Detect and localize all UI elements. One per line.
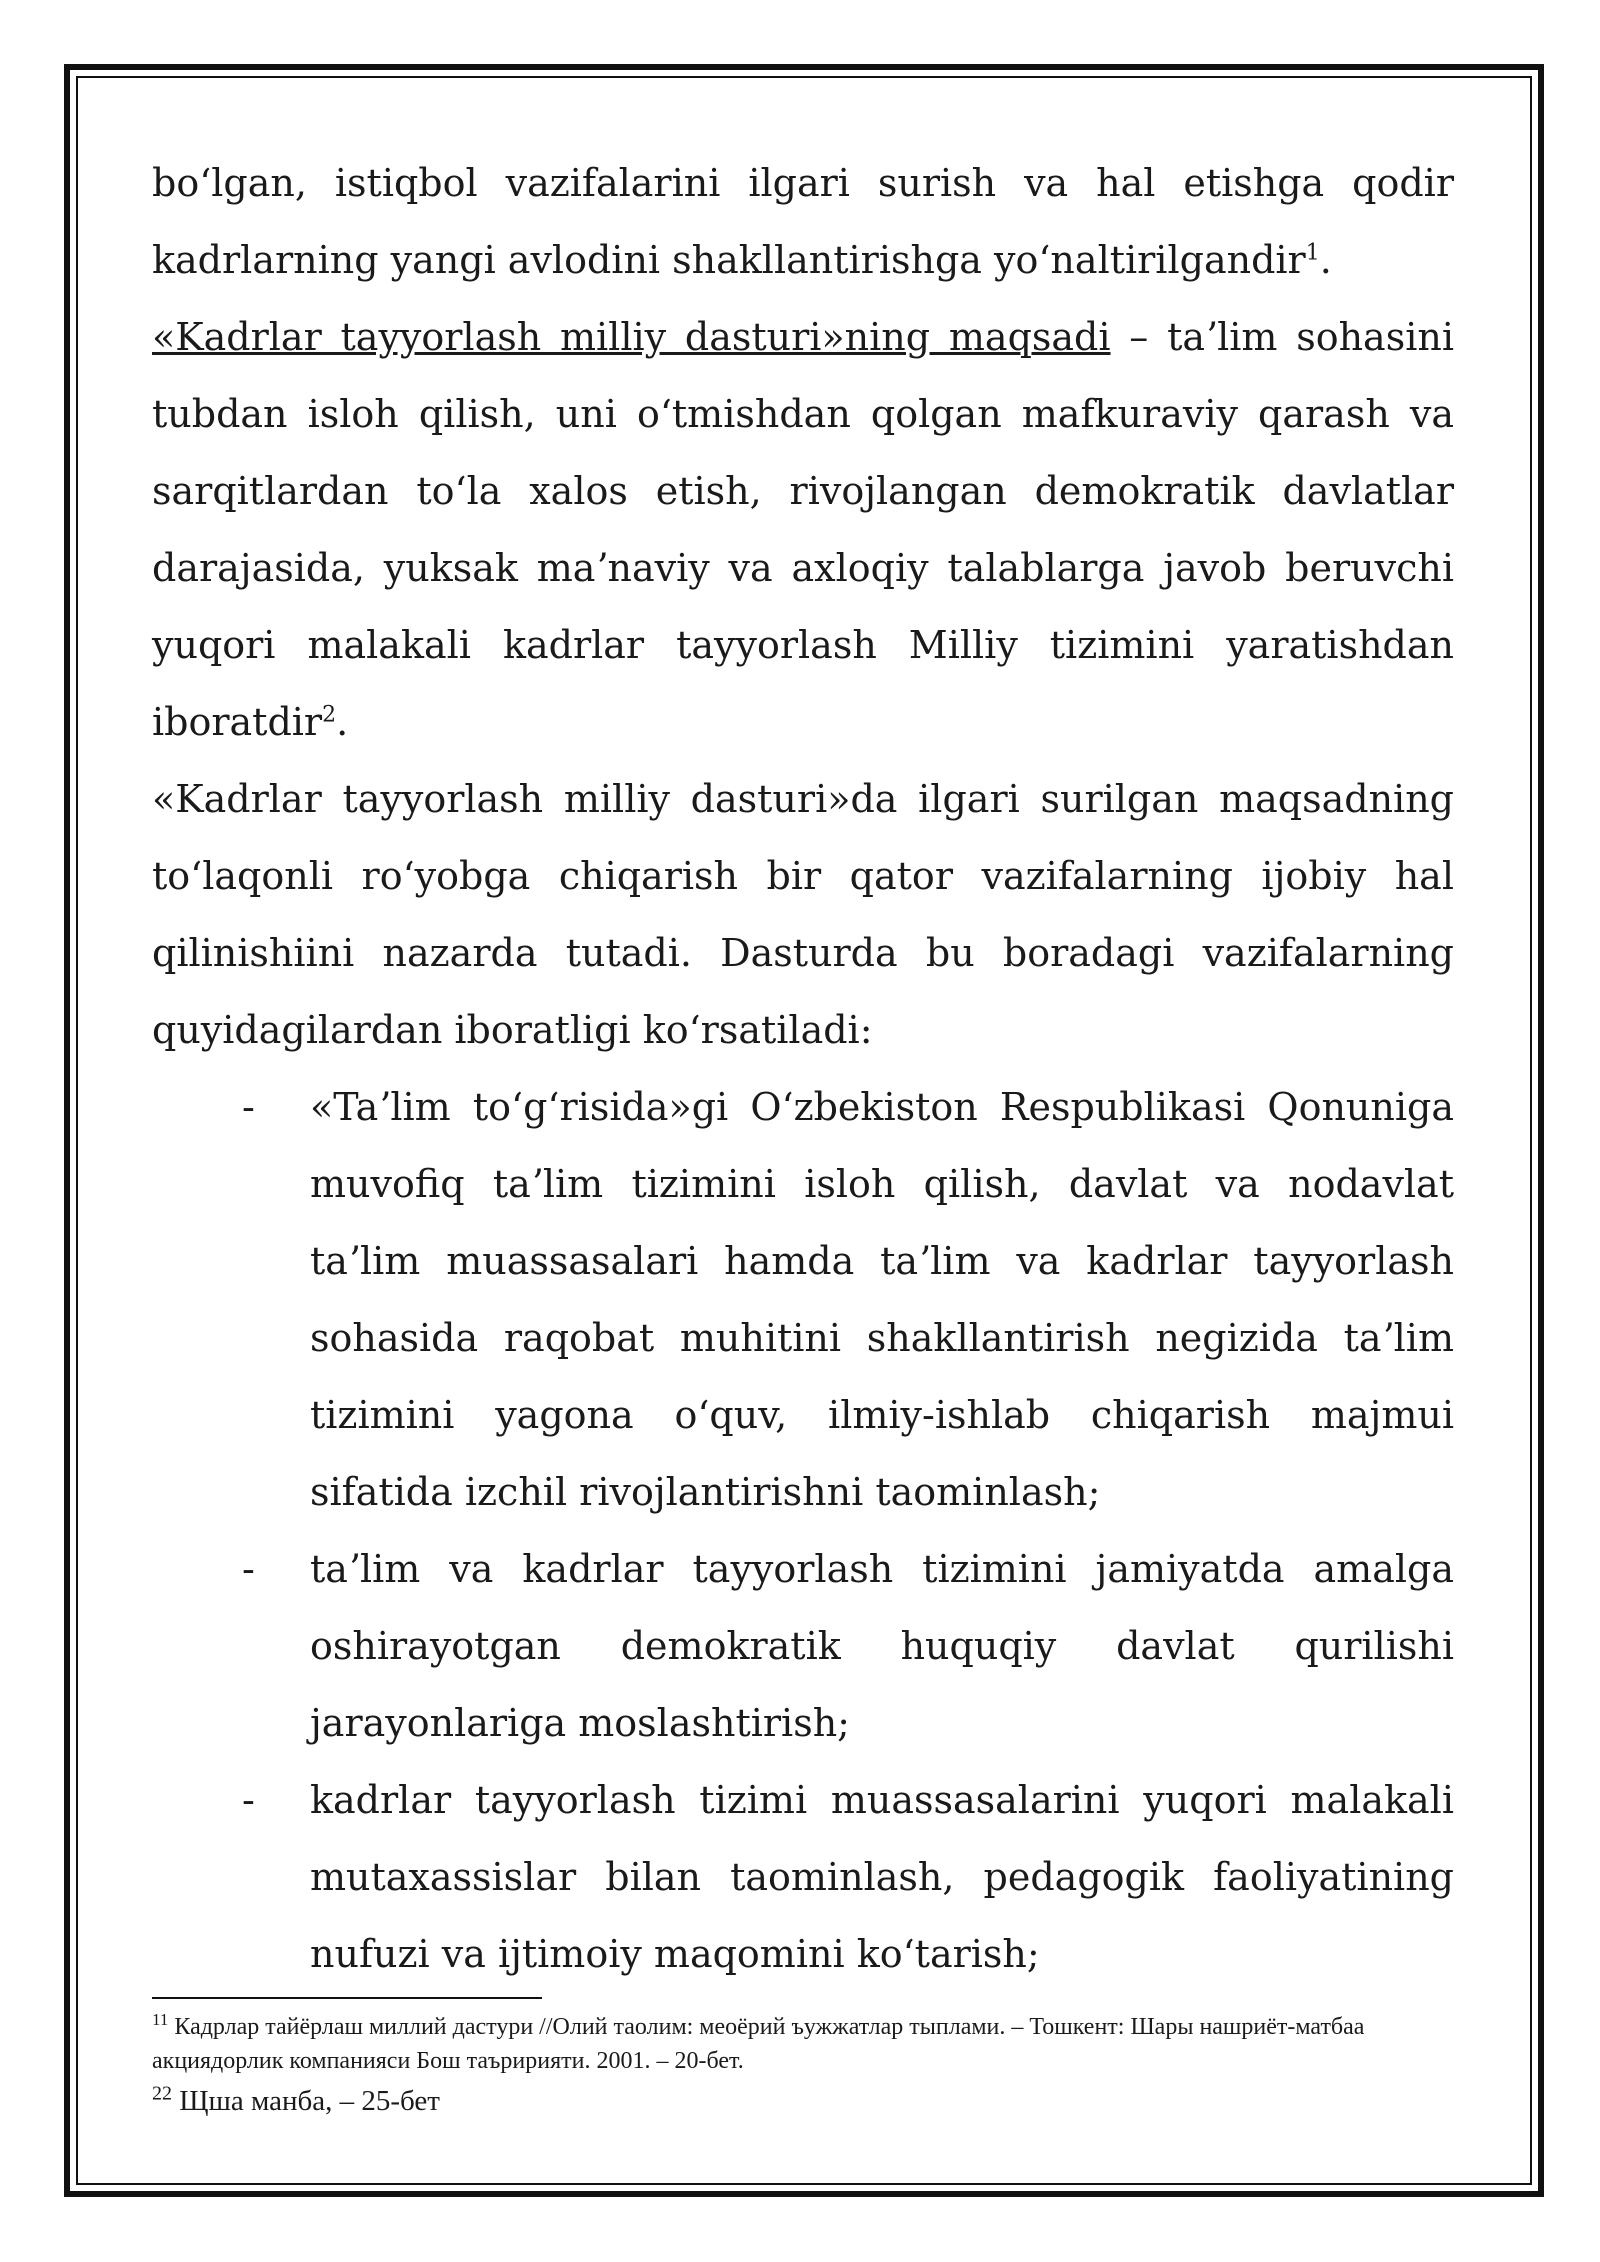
footnote-1 <box>152 2010 1454 2078</box>
list-dash: - <box>242 1778 255 1822</box>
footnote-2 <box>152 2082 1454 2120</box>
list-item <box>152 1531 1454 1762</box>
footnote-1-mark: 11 <box>152 2010 169 2029</box>
list-item <box>152 1762 1454 1993</box>
list-dash: - <box>242 1085 255 1129</box>
list-item-text: kadrlar tayyorlash tizimi muassasalarini yuqori malakali mutaxassislar bilan taominlash, pedagogik faoliyatining nufuzi va ijtimoiy maqomini koʻtarish; <box>310 1778 1454 1976</box>
paragraph-2-text: – taʼlim sohasini tubdan isloh qilish, uni oʻtmishdan qolgan mafkuraviy qarash va sarqitlardan toʻla xalos etish, rivojlangan demokratik davlatlar darajasida, yuksak maʼnaviy va axloqiy talablarga javob beruvchi yuqori malakali kadrlar tayyorlash Milliy tizimini yaratishdan iboratdir <box>152 315 1454 744</box>
list-dash: - <box>242 1547 255 1591</box>
task-list <box>152 1069 1454 1993</box>
footnote-ref-1[interactable]: 1 <box>1305 240 1320 266</box>
paragraph-2 <box>152 299 1454 761</box>
paragraph-1 <box>152 145 1454 299</box>
footnote-1-text: Кадрлар тайёрлаш миллий дастури //Олий таолим: меоёрий ъужжатлар тыплами. – Тошкент: Шары нашриёт-матбаа акциядорлик компанияси Бош таъририяти. 2001. – 20-бет. <box>152 2014 1365 2074</box>
list-item <box>152 1069 1454 1531</box>
paragraph-3: «Kadrlar tayyorlash milliy dasturi»da ilgari surilgan maqsadning toʻlaqonli roʻyobga chiqarish bir qator vazifalarning ijobiy hal qilinishiini nazarda tutadi. Dasturda bu boradagi vazifalarning quyidagilardan iboratligi koʻrsatiladi: <box>152 777 1454 1052</box>
footnote-2-text: Щша манба, – 25-бет <box>172 2085 440 2117</box>
paragraph-1-end: . <box>1319 238 1332 282</box>
footnote-ref-2[interactable]: 2 <box>322 702 337 728</box>
paragraph-2-end: . <box>336 700 349 744</box>
list-item-text: «Taʼlim toʻgʻrisida»gi Oʻzbekiston Respublikasi Qonuniga muvofiq taʼlim tizimini isloh qilish, davlat va nodavlat taʼlim muassasalari hamda taʼlim va kadrlar tayyorlash sohasida raqobat muhitini shakllantirish negizida taʼlim tizimini yagona oʻquv, ilmiy-ishlab chiqarish majmui sifatida izchil rivojlantirishni taominlash; <box>310 1085 1454 1514</box>
footnotes <box>152 2010 1454 2120</box>
document-body <box>152 145 1454 1993</box>
footnote-2-mark: 22 <box>152 2082 172 2105</box>
paragraph-1-text: boʻlgan, istiqbol vazifalarini ilgari surish va hal etishga qodir kadrlarning yangi avlodini shakllantirishga yoʻnaltirilgandir <box>152 161 1454 282</box>
footnote-separator <box>152 1997 542 1999</box>
program-goal-heading: «Kadrlar tayyorlash milliy dasturi»ning maqsadi <box>152 315 1111 359</box>
list-item-text: taʼlim va kadrlar tayyorlash tizimini jamiyatda amalga oshirayotgan demokratik huquqiy davlat qurilishi jarayonlariga moslashtirish; <box>310 1547 1454 1745</box>
